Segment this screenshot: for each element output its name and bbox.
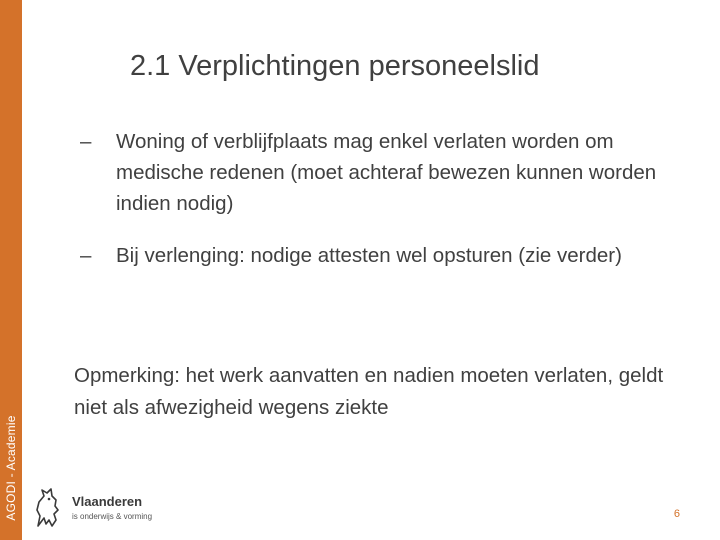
- slide-title: 2.1 Verplichtingen personeelslid: [130, 50, 540, 82]
- sidebar-label: AGODI - Academie: [4, 415, 18, 521]
- bullet-text: Woning of verblijfplaats mag enkel verlaten worden om medische redenen (moet achteraf bewezen kunnen worden indien nodig): [116, 130, 657, 215]
- lion-icon: [32, 486, 62, 530]
- note-text: Opmerking: het werk aanvatten en nadien moeten verlaten, geldt niet als afwezigheid wegens ziekte: [74, 364, 664, 419]
- vlaanderen-logo: [32, 486, 182, 530]
- page-number: 6: [673, 508, 680, 520]
- bullet-marker: –: [80, 244, 92, 267]
- bullet-text: Bij verlenging: nodige attesten wel opsturen (zie verder): [116, 244, 622, 267]
- sidebar: [0, 0, 22, 540]
- logo-name: Vlaanderen: [72, 494, 143, 509]
- bullet-marker: –: [80, 130, 92, 153]
- bullet-item: [80, 126, 680, 219]
- bullet-item: [80, 240, 680, 271]
- logo-tagline: is onderwijs & vorming: [72, 512, 153, 521]
